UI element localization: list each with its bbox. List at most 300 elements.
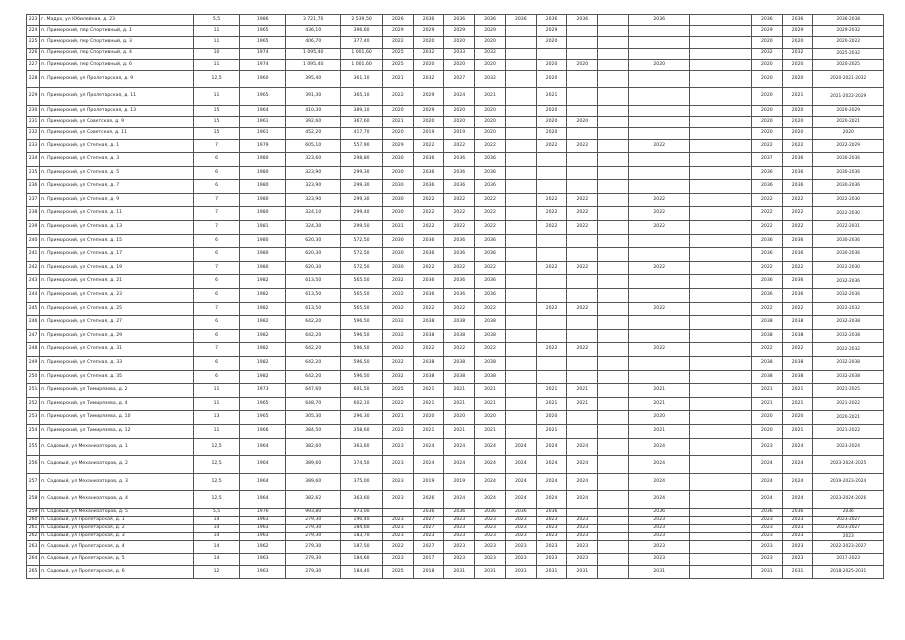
year-plan-cell: 2022 — [782, 261, 813, 275]
year-plan-cell — [505, 166, 536, 180]
total-area-cell: 406,70 — [286, 37, 341, 48]
year-plan-cell: 2022 — [413, 343, 444, 357]
floors-cell: 6 — [193, 275, 239, 289]
year-plan-cell: 2029 — [782, 26, 813, 37]
year-plan-cell: 2023 — [628, 541, 690, 554]
year-plan-cell — [567, 166, 598, 180]
floors-cell: 7 — [193, 139, 239, 153]
table-row — [27, 105, 884, 116]
num-cell: 264 — [27, 553, 40, 566]
year-plan-cell: 2020 — [782, 128, 813, 139]
year-plan-cell: 2020 — [782, 59, 813, 70]
year-plan-cell: 2020 — [751, 117, 782, 128]
year-plan-cell — [536, 289, 567, 303]
table-row — [27, 370, 884, 384]
year-plan-cell: 2022 — [628, 139, 690, 153]
year-plan-cell: 2031 — [475, 566, 506, 579]
floors-cell: 12,5 — [193, 456, 239, 474]
year-plan-cell: 2027 — [413, 524, 444, 532]
document-page — [26, 14, 884, 579]
year-plan-cell — [690, 343, 752, 357]
floors-cell: 5,5 — [193, 15, 239, 26]
year-plan-cell: 2020 — [751, 128, 782, 139]
total-area-cell: 648,70 — [286, 397, 341, 411]
address-cell: п. Садовый, ул Механизаторов, д. 5 — [40, 508, 194, 516]
table-row — [27, 524, 884, 532]
year-range-cell: 2032-2038 — [813, 370, 884, 384]
year-plan-cell — [598, 59, 629, 70]
year-plan-cell — [505, 105, 536, 116]
year-plan-cell: 2023 — [782, 533, 813, 541]
address-cell: п. Садовый, ул Пролетарская, д. 2 — [40, 524, 194, 532]
year-plan-cell: 2022 — [413, 139, 444, 153]
year-plan-cell — [505, 248, 536, 262]
total-area-cell: 452,20 — [286, 128, 341, 139]
year-plan-cell — [598, 508, 629, 516]
year-plan-cell — [628, 248, 690, 262]
year-plan-cell: 2020 — [413, 117, 444, 128]
year-cell: 1963 — [240, 553, 286, 566]
table-row — [27, 411, 884, 425]
address-cell: п. Приморский, пер Спортивный, д. 6 — [40, 59, 194, 70]
table-row — [27, 234, 884, 248]
year-range-cell: 2020-2021 — [813, 117, 884, 128]
year-range-cell: 2032-2036 — [813, 275, 884, 289]
floors-cell: 12 — [193, 566, 239, 579]
year-plan-cell: 2038 — [751, 316, 782, 330]
year-plan-cell: 2029 — [444, 26, 475, 37]
year-plan-cell — [567, 128, 598, 139]
year-plan-cell: 2020 — [751, 424, 782, 438]
year-plan-cell: 2023 — [536, 524, 567, 532]
year-plan-cell: 2036 — [536, 508, 567, 516]
year-plan-cell: 2020 — [751, 105, 782, 116]
year-plan-cell — [598, 553, 629, 566]
year-plan-cell: 2021 — [567, 397, 598, 411]
year-plan-cell — [690, 37, 752, 48]
year-plan-cell: 2038 — [782, 357, 813, 371]
living-area-cell: 596,50 — [341, 316, 383, 330]
year-plan-cell — [536, 180, 567, 194]
year-plan-cell: 2036 — [475, 248, 506, 262]
year-plan-cell: 2036 — [751, 289, 782, 303]
year-plan-cell: 2031 — [536, 566, 567, 579]
table-row — [27, 193, 884, 207]
year-plan-cell — [598, 524, 629, 532]
floors-cell: 6 — [193, 370, 239, 384]
address-cell: п. Приморский, ул Степная, д. 3 — [40, 153, 194, 167]
year-plan-cell — [598, 438, 629, 456]
year-plan-cell: 2029 — [382, 26, 413, 37]
year-cell: 1974 — [240, 48, 286, 59]
total-area-cell: 389,60 — [286, 473, 341, 491]
year-plan-cell: 2038 — [475, 370, 506, 384]
year-plan-cell: 2024 — [475, 456, 506, 474]
year-plan-cell: 2036 — [751, 180, 782, 194]
table-row — [27, 456, 884, 474]
year-plan-cell — [505, 88, 536, 106]
year-plan-cell: 2023 — [628, 516, 690, 524]
year-plan-cell: 2038 — [782, 370, 813, 384]
year-plan-cell: 2023 — [382, 533, 413, 541]
year-plan-cell — [690, 180, 752, 194]
year-plan-cell: 2023 — [444, 553, 475, 566]
year-plan-cell: 2031 — [782, 566, 813, 579]
year-plan-cell: 2023 — [751, 533, 782, 541]
year-plan-cell: 2020 — [413, 59, 444, 70]
year-cell: 1980 — [240, 248, 286, 262]
year-plan-cell — [690, 541, 752, 554]
year-plan-cell: 2023 — [475, 541, 506, 554]
year-plan-cell: 2022 — [628, 261, 690, 275]
year-plan-cell: 2032 — [782, 48, 813, 59]
address-cell: п. Приморский, ул Степная, д. 27 — [40, 316, 194, 330]
year-plan-cell — [628, 88, 690, 106]
year-plan-cell: 2036 — [751, 15, 782, 26]
year-range-cell: 2022-2023-2027 — [813, 541, 884, 554]
num-cell: 251 — [27, 384, 40, 398]
year-plan-cell: 2021 — [782, 424, 813, 438]
year-plan-cell: 2024 — [628, 491, 690, 509]
living-area-cell: 572,50 — [341, 248, 383, 262]
total-area-cell: 613,50 — [286, 302, 341, 316]
year-plan-cell — [690, 261, 752, 275]
year-plan-cell — [598, 48, 629, 59]
year-plan-cell: 2022 — [444, 207, 475, 221]
year-plan-cell: 2021 — [413, 397, 444, 411]
year-plan-cell: 2036 — [413, 180, 444, 194]
year-plan-cell — [628, 70, 690, 88]
year-plan-cell: 2024 — [782, 438, 813, 456]
year-cell: 1980 — [240, 180, 286, 194]
year-plan-cell: 2020 — [567, 117, 598, 128]
year-cell: 1982 — [240, 329, 286, 343]
year-range-cell: 2021-2022 — [813, 397, 884, 411]
year-plan-cell: 2024 — [628, 456, 690, 474]
year-plan-cell — [505, 48, 536, 59]
living-area-cell: 596,50 — [341, 343, 383, 357]
year-plan-cell: 2023 — [536, 533, 567, 541]
year-plan-cell: 2023 — [536, 516, 567, 524]
address-cell: п. Садовый, ул Пролетарская, д. 4 — [40, 541, 194, 554]
year-plan-cell: 2027 — [413, 516, 444, 524]
living-area-cell: 596,50 — [341, 370, 383, 384]
year-plan-cell: 2031 — [628, 566, 690, 579]
year-plan-cell: 2022 — [536, 261, 567, 275]
num-cell: 231 — [27, 117, 40, 128]
total-area-cell: 382,62 — [286, 491, 341, 509]
year-plan-cell — [690, 553, 752, 566]
year-plan-cell: 2021 — [628, 424, 690, 438]
address-cell: п. Садовый, ул Пролетарская, д. 3 — [40, 533, 194, 541]
year-cell: 1964 — [240, 456, 286, 474]
year-plan-cell — [505, 26, 536, 37]
year-plan-cell: 2036 — [505, 508, 536, 516]
year-plan-cell — [598, 234, 629, 248]
year-plan-cell: 2022 — [536, 207, 567, 221]
floors-cell: 11 — [193, 26, 239, 37]
table-row — [27, 329, 884, 343]
address-cell: п. Приморский, ул Пролетарская, д. 11 — [40, 88, 194, 106]
year-range-cell: 2032-2036 — [813, 289, 884, 303]
year-range-cell: 2017-2023 — [813, 553, 884, 566]
living-area-cell: 363,60 — [341, 491, 383, 509]
address-cell: п. Приморский, ул Степная, д. 11 — [40, 207, 194, 221]
num-cell: 227 — [27, 59, 40, 70]
year-plan-cell: 2020 — [782, 70, 813, 88]
year-plan-cell: 2032 — [382, 357, 413, 371]
living-area-cell: 601,50 — [341, 384, 383, 398]
year-plan-cell: 2022 — [751, 261, 782, 275]
year-cell: 1980 — [240, 207, 286, 221]
year-plan-cell — [598, 261, 629, 275]
total-area-cell: 389,60 — [286, 456, 341, 474]
year-plan-cell: 2022 — [413, 207, 444, 221]
year-plan-cell: 2022 — [751, 139, 782, 153]
num-cell: 228 — [27, 70, 40, 88]
year-plan-cell: 2022 — [567, 343, 598, 357]
living-area-cell: 184,60 — [341, 524, 383, 532]
year-plan-cell: 2029 — [413, 26, 444, 37]
year-plan-cell: 2031 — [751, 566, 782, 579]
address-cell: п. Приморский, ул Степная, д. 19 — [40, 261, 194, 275]
year-plan-cell — [690, 316, 752, 330]
total-area-cell: 436,10 — [286, 26, 341, 37]
year-plan-cell: 2022 — [475, 261, 506, 275]
num-cell: 245 — [27, 302, 40, 316]
num-cell: 261 — [27, 524, 40, 532]
year-plan-cell — [598, 15, 629, 26]
year-range-cell: 2030-2036 — [813, 248, 884, 262]
year-cell: 1965 — [240, 411, 286, 425]
year-plan-cell: 2024 — [505, 491, 536, 509]
year-plan-cell — [567, 275, 598, 289]
year-plan-cell: 2021 — [567, 384, 598, 398]
year-plan-cell: 2023 — [382, 491, 413, 509]
address-cell: п. Приморский, ул Степная, д. 7 — [40, 180, 194, 194]
year-cell: 1981 — [240, 221, 286, 235]
floors-cell: 14 — [193, 533, 239, 541]
floors-cell: 10 — [193, 48, 239, 59]
year-plan-cell — [536, 166, 567, 180]
year-plan-cell: 2022 — [536, 343, 567, 357]
total-area-cell: 279,30 — [286, 541, 341, 554]
year-range-cell: 2032-2038 — [813, 329, 884, 343]
year-plan-cell — [598, 117, 629, 128]
year-plan-cell — [598, 533, 629, 541]
year-plan-cell: 2031 — [505, 566, 536, 579]
year-range-cell: 2030-2036 — [813, 234, 884, 248]
year-plan-cell — [598, 329, 629, 343]
year-plan-cell — [505, 302, 536, 316]
year-range-cell: 2022-2032 — [813, 302, 884, 316]
address-cell: п. Приморский, ул Степная, д. 23 — [40, 289, 194, 303]
total-area-cell: 620,30 — [286, 261, 341, 275]
year-plan-cell: 2027 — [444, 70, 475, 88]
year-plan-cell: 2022 — [751, 221, 782, 235]
year-plan-cell — [628, 37, 690, 48]
year-plan-cell: 2031 — [382, 221, 413, 235]
year-plan-cell: 2038 — [782, 329, 813, 343]
floors-cell: 14 — [193, 516, 239, 524]
year-plan-cell: 2021 — [413, 424, 444, 438]
year-plan-cell: 2024 — [475, 438, 506, 456]
year-plan-cell: 2020 — [444, 59, 475, 70]
year-plan-cell: 2038 — [444, 357, 475, 371]
num-cell: 263 — [27, 541, 40, 554]
year-range-cell: 2021-2022-2029 — [813, 88, 884, 106]
year-plan-cell: 2020 — [567, 59, 598, 70]
total-area-cell: 642,20 — [286, 357, 341, 371]
total-area-cell: 613,50 — [286, 289, 341, 303]
address-cell: п. Садовый, ул Пролетарская, д. 5 — [40, 553, 194, 566]
year-plan-cell — [690, 491, 752, 509]
year-plan-cell: 2023 — [444, 516, 475, 524]
table-row — [27, 316, 884, 330]
living-area-cell: 367,60 — [341, 117, 383, 128]
year-plan-cell: 2038 — [444, 370, 475, 384]
year-plan-cell: 2032 — [382, 343, 413, 357]
year-plan-cell: 2030 — [382, 166, 413, 180]
year-plan-cell — [505, 275, 536, 289]
year-plan-cell — [690, 105, 752, 116]
year-plan-cell: 2023 — [382, 438, 413, 456]
year-plan-cell: 2022 — [536, 193, 567, 207]
table-row — [27, 128, 884, 139]
total-area-cell: 605,10 — [286, 139, 341, 153]
floors-cell: 15 — [193, 128, 239, 139]
year-plan-cell: 2020 — [782, 37, 813, 48]
year-plan-cell: 2036 — [782, 234, 813, 248]
address-cell: п. Приморский, ул Советская, д. 11 — [40, 128, 194, 139]
year-cell: 1976 — [240, 508, 286, 516]
year-plan-cell: 2020 — [536, 105, 567, 116]
year-plan-cell: 2020 — [536, 59, 567, 70]
year-plan-cell: 2020 — [444, 117, 475, 128]
year-plan-cell — [690, 234, 752, 248]
year-plan-cell: 2024 — [444, 88, 475, 106]
address-cell: п. Приморский, пер Спортивный, д. 4 — [40, 48, 194, 59]
year-cell: 1961 — [240, 117, 286, 128]
year-plan-cell: 2036 — [413, 15, 444, 26]
year-plan-cell — [505, 207, 536, 221]
year-plan-cell: 2030 — [382, 193, 413, 207]
table-row — [27, 48, 884, 59]
year-plan-cell: 2020 — [751, 37, 782, 48]
year-plan-cell: 2023 — [567, 533, 598, 541]
year-plan-cell — [505, 384, 536, 398]
address-cell: п. Садовый, ул Механизаторов, д. 2 — [40, 456, 194, 474]
table-row — [27, 357, 884, 371]
address-cell: п. Приморский, ул Степная, д. 29 — [40, 329, 194, 343]
total-area-cell: 279,30 — [286, 524, 341, 532]
year-plan-cell — [598, 153, 629, 167]
year-plan-cell — [690, 248, 752, 262]
num-cell: 247 — [27, 329, 40, 343]
total-area-cell: 993,80 — [286, 508, 341, 516]
year-plan-cell: 2021 — [782, 88, 813, 106]
year-plan-cell — [690, 221, 752, 235]
year-plan-cell: 2022 — [628, 343, 690, 357]
year-plan-cell — [598, 275, 629, 289]
num-cell: 262 — [27, 533, 40, 541]
year-cell: 1974 — [240, 59, 286, 70]
year-plan-cell: 2021 — [628, 384, 690, 398]
year-range-cell: 2022-2030 — [813, 193, 884, 207]
address-cell: п. Приморский, ул Степная, д. 21 — [40, 275, 194, 289]
year-plan-cell: 2023 — [505, 553, 536, 566]
year-plan-cell — [598, 370, 629, 384]
year-plan-cell: 2036 — [444, 275, 475, 289]
living-area-cell: 184,60 — [341, 553, 383, 566]
year-plan-cell: 2036 — [444, 508, 475, 516]
year-plan-cell — [690, 508, 752, 516]
year-plan-cell: 2036 — [413, 289, 444, 303]
year-plan-cell — [690, 153, 752, 167]
year-plan-cell: 2020 — [382, 105, 413, 116]
year-plan-cell: 2020 — [782, 117, 813, 128]
year-range-cell: 2022-2030 — [813, 261, 884, 275]
year-plan-cell: 2022 — [382, 541, 413, 554]
year-plan-cell: 2025 — [382, 59, 413, 70]
total-area-cell: 279,30 — [286, 566, 341, 579]
year-plan-cell — [567, 508, 598, 516]
year-cell: 1980 — [240, 153, 286, 167]
year-plan-cell: 2020 — [751, 411, 782, 425]
total-area-cell: 642,20 — [286, 343, 341, 357]
num-cell: 223 — [27, 15, 40, 26]
year-plan-cell — [628, 289, 690, 303]
year-plan-cell: 2029 — [413, 105, 444, 116]
year-plan-cell: 2023 — [382, 516, 413, 524]
year-plan-cell: 2022 — [782, 139, 813, 153]
year-plan-cell: 2021 — [413, 384, 444, 398]
year-plan-cell — [628, 117, 690, 128]
floors-cell: 12,5 — [193, 473, 239, 491]
year-plan-cell — [690, 275, 752, 289]
address-cell: п. Приморский, ул Степная, д. 15 — [40, 234, 194, 248]
year-plan-cell: 2031 — [444, 566, 475, 579]
floors-cell: 7 — [193, 193, 239, 207]
year-plan-cell: 2029 — [382, 139, 413, 153]
year-plan-cell: 2020 — [475, 117, 506, 128]
table-row — [27, 397, 884, 411]
year-plan-cell — [690, 139, 752, 153]
year-range-cell: 2020-2025 — [813, 59, 884, 70]
address-cell: п. Садовый, ул Механизаторов, д. 1 — [40, 438, 194, 456]
address-cell: п. Садовый, ул Пролетарская, д. 1 — [40, 516, 194, 524]
year-plan-cell — [690, 424, 752, 438]
total-area-cell: 323,60 — [286, 153, 341, 167]
year-plan-cell: 2024 — [536, 491, 567, 509]
year-plan-cell: 2023 — [505, 533, 536, 541]
year-plan-cell: 2023 — [567, 516, 598, 524]
year-plan-cell: 2036 — [751, 234, 782, 248]
year-plan-cell: 2022 — [444, 343, 475, 357]
num-cell: 244 — [27, 289, 40, 303]
year-plan-cell: 2032 — [413, 48, 444, 59]
year-plan-cell: 2020 — [382, 128, 413, 139]
year-plan-cell — [598, 343, 629, 357]
year-plan-cell: 2022 — [628, 193, 690, 207]
year-plan-cell: 2036 — [782, 15, 813, 26]
address-cell: п. Приморский, ул Пролетарская, д. 9 — [40, 70, 194, 88]
floors-cell: 7 — [193, 207, 239, 221]
living-area-cell: 565,50 — [341, 302, 383, 316]
year-plan-cell: 2036 — [444, 180, 475, 194]
year-cell: 1980 — [240, 261, 286, 275]
year-plan-cell — [567, 411, 598, 425]
